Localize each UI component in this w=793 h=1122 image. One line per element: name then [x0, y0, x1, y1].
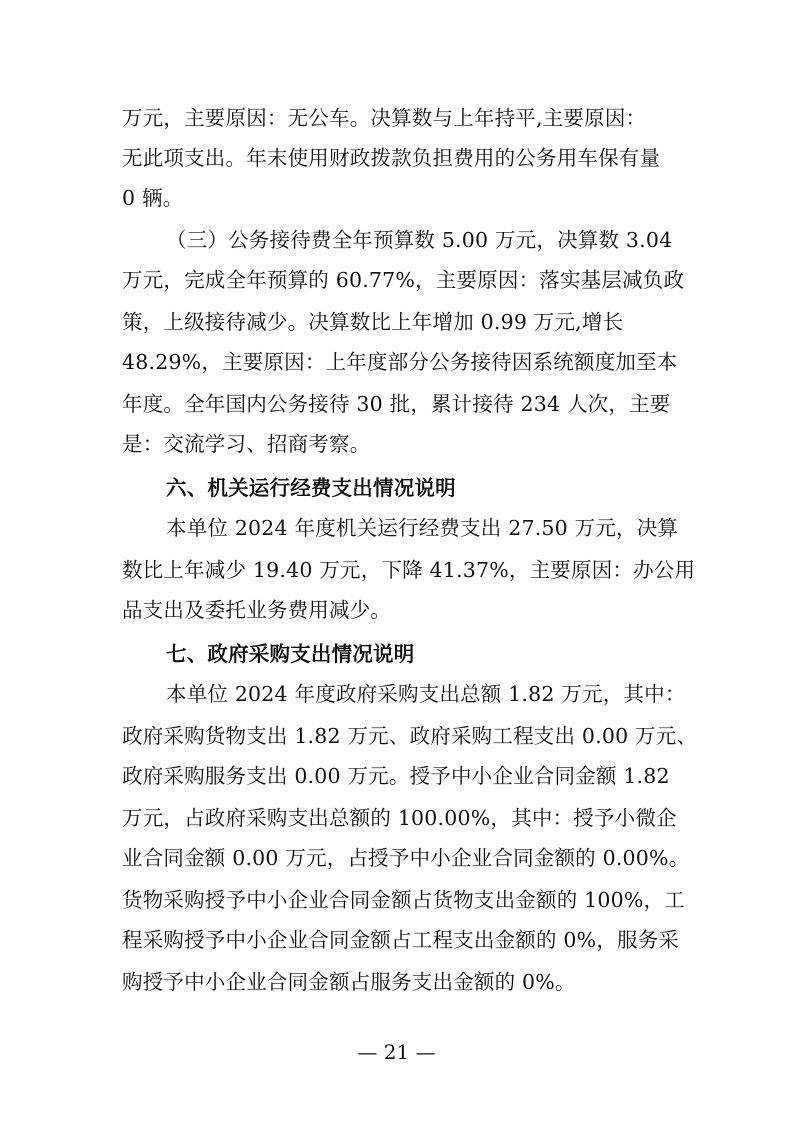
text-line-2: 无此项支出。年末使用财政拨款负担费用的公务用车保有量 — [122, 146, 661, 170]
text-line-19: 业合同金额 0.00 万元，占授予中小企业合同金额的 0.00%。 — [122, 846, 690, 870]
text-line-1: 万元，主要原因：无公车。决算数与上年持平,主要原因： — [122, 106, 647, 130]
section-heading-6: 六、机关运行经费支出情况说明 — [166, 476, 456, 500]
text-line-15: 本单位 2024 年度政府采购支出总额 1.82 万元，其中： — [166, 682, 686, 706]
text-line-7: 48.29%，主要原因：上年度部分公务接待因系统额度加至本 — [122, 350, 678, 374]
text-line-16: 政府采购货物支出 1.82 万元、政府采购工程支出 0.00 万元、 — [122, 724, 698, 748]
section-heading-7: 七、政府采购支出情况说明 — [166, 642, 415, 666]
text-line-4: （三）公务接待费全年预算数 5.00 万元，决算数 3.04 — [166, 228, 673, 252]
text-line-13: 品支出及委托业务费用减少。 — [122, 598, 392, 622]
text-line-5: 万元，完成全年预算的 60.77%，主要原因：落实基层减负政 — [122, 268, 685, 292]
text-line-12: 数比上年减少 19.40 万元，下降 41.37%，主要原因：办公用 — [122, 558, 696, 582]
text-line-6: 策，上级接待减少。决算数比上年增加 0.99 万元,增长 — [122, 310, 624, 334]
text-line-21: 程采购授予中小企业合同金额占工程支出金额的 0%，服务采 — [122, 928, 680, 952]
text-line-17: 政府采购服务支出 0.00 万元。授予中小企业合同金额 1.82 — [122, 764, 670, 788]
text-line-9: 是：交流学习、招商考察。 — [122, 432, 371, 456]
text-line-3: 0 辆。 — [122, 186, 184, 210]
text-line-11: 本单位 2024 年度机关运行经费支出 27.50 万元，决算 — [166, 516, 679, 540]
text-line-22: 购授予中小企业合同金额占服务支出金额的 0%。 — [122, 970, 576, 994]
text-line-20: 货物采购授予中小企业合同金额占货物支出金额的 100%，工 — [122, 888, 685, 912]
text-line-18: 万元，占政府采购支出总额的 100.00%，其中：授予小微企 — [122, 806, 677, 830]
text-line-8: 年度。全年国内公务接待 30 批，累计接待 234 人次，主要 — [122, 392, 671, 416]
page-number: — 21 — — [357, 1040, 436, 1064]
